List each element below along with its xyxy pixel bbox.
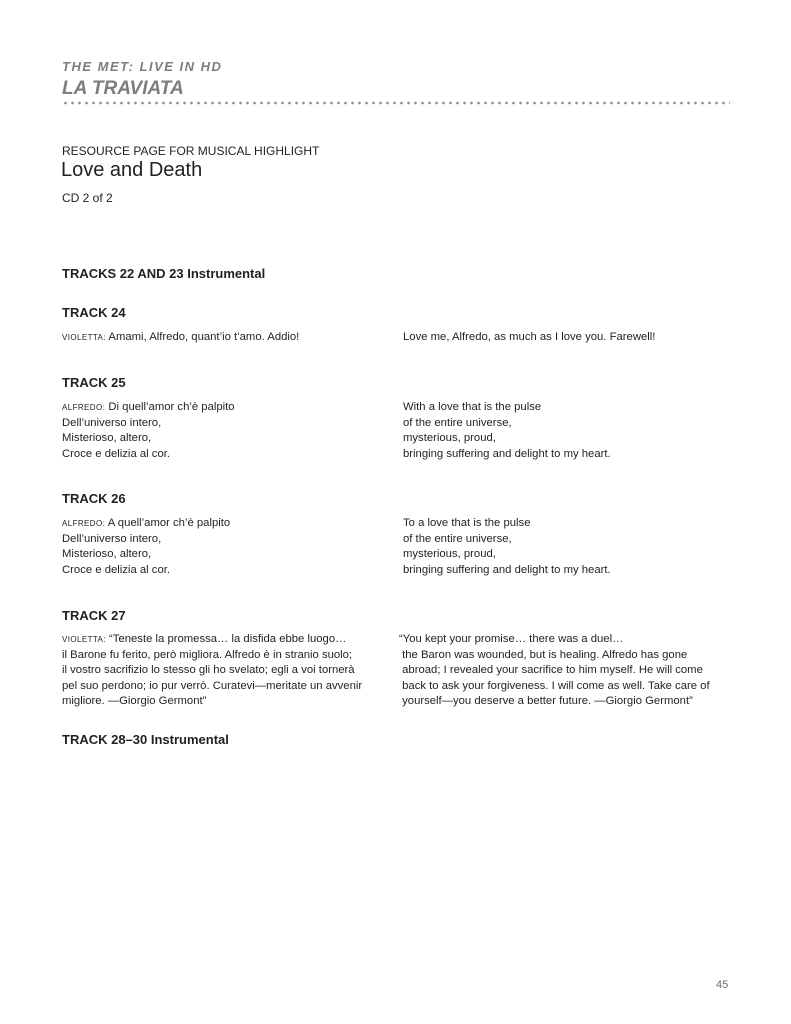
header-title: LA TRAVIATA xyxy=(62,78,184,99)
page-number: 45 xyxy=(716,979,729,991)
italian-first-line: A quell’amor ch’è palpito xyxy=(107,517,231,529)
track-27-heading: TRACK 27 xyxy=(62,608,126,623)
page-title: Love and Death xyxy=(61,159,203,181)
track-24-english: Love me, Alfredo, as much as I love you. Farewell! xyxy=(403,331,656,343)
speaker-label: VIOLETTA: xyxy=(62,635,106,644)
track-27-italian xyxy=(62,632,362,710)
header-series: THE MET: LIVE IN HD xyxy=(62,59,223,74)
speaker-label: VIOLETTA: xyxy=(62,333,106,342)
track-25-heading: TRACK 25 xyxy=(62,375,126,390)
track-25-italian xyxy=(62,400,235,462)
italian-lines: Dell’universo intero, Misterioso, altero, Croce e delizia al cor. xyxy=(62,416,170,460)
italian-first-line: “Teneste la promessa… la disfida ebbe luogo… xyxy=(109,633,347,645)
track-28-30-heading: TRACK 28–30 Instrumental xyxy=(62,732,229,747)
cd-label: CD 2 of 2 xyxy=(62,191,113,205)
track-24-italian xyxy=(62,330,299,346)
track-25-english: With a love that is the pulse of the entire universe, mysterious, proud, bringing suffering and delight to my heart. xyxy=(403,401,611,460)
track-26-heading: TRACK 26 xyxy=(62,491,126,506)
dotted-divider xyxy=(62,101,730,105)
speaker-label: ALFREDO: xyxy=(62,403,106,412)
track-27-english: “You kept your promise… there was a duel… the Baron was wounded, but is healing. Alfredo has gone abroad; I revealed your sacrifice to him myself. He will come back to ask your forgiveness. I will come as well. Take care of yourself—you deserve a better future. —Giorgio Germont” xyxy=(399,633,710,707)
italian-text: Amami, Alfredo, quant’io t’amo. Addio! xyxy=(108,331,300,343)
track-22-23-heading: TRACKS 22 AND 23 Instrumental xyxy=(62,266,266,281)
track-26-italian xyxy=(62,516,230,578)
track-26-english: To a love that is the pulse of the entire universe, mysterious, proud, bringing suffering and delight to my heart. xyxy=(403,517,611,576)
track-24-heading: TRACK 24 xyxy=(62,305,126,320)
italian-lines: Dell’universo intero, Misterioso, altero, Croce e delizia al cor. xyxy=(62,532,170,576)
italian-first-line: Di quell’amor ch’è palpito xyxy=(108,401,235,413)
speaker-label: ALFREDO: xyxy=(62,519,106,528)
italian-lines: il Barone fu ferito, però migliora. Alfredo è in stranio suolo; il vostro sacrifizio lo stesso gli ho svelato; egli a voi tornerà pel suo perdono; io pur verrò. Curatevi—meritate un avvenir migliore. —Giorgio Germont” xyxy=(62,648,363,707)
resource-label: RESOURCE PAGE FOR MUSICAL HIGHLIGHT xyxy=(62,144,320,158)
